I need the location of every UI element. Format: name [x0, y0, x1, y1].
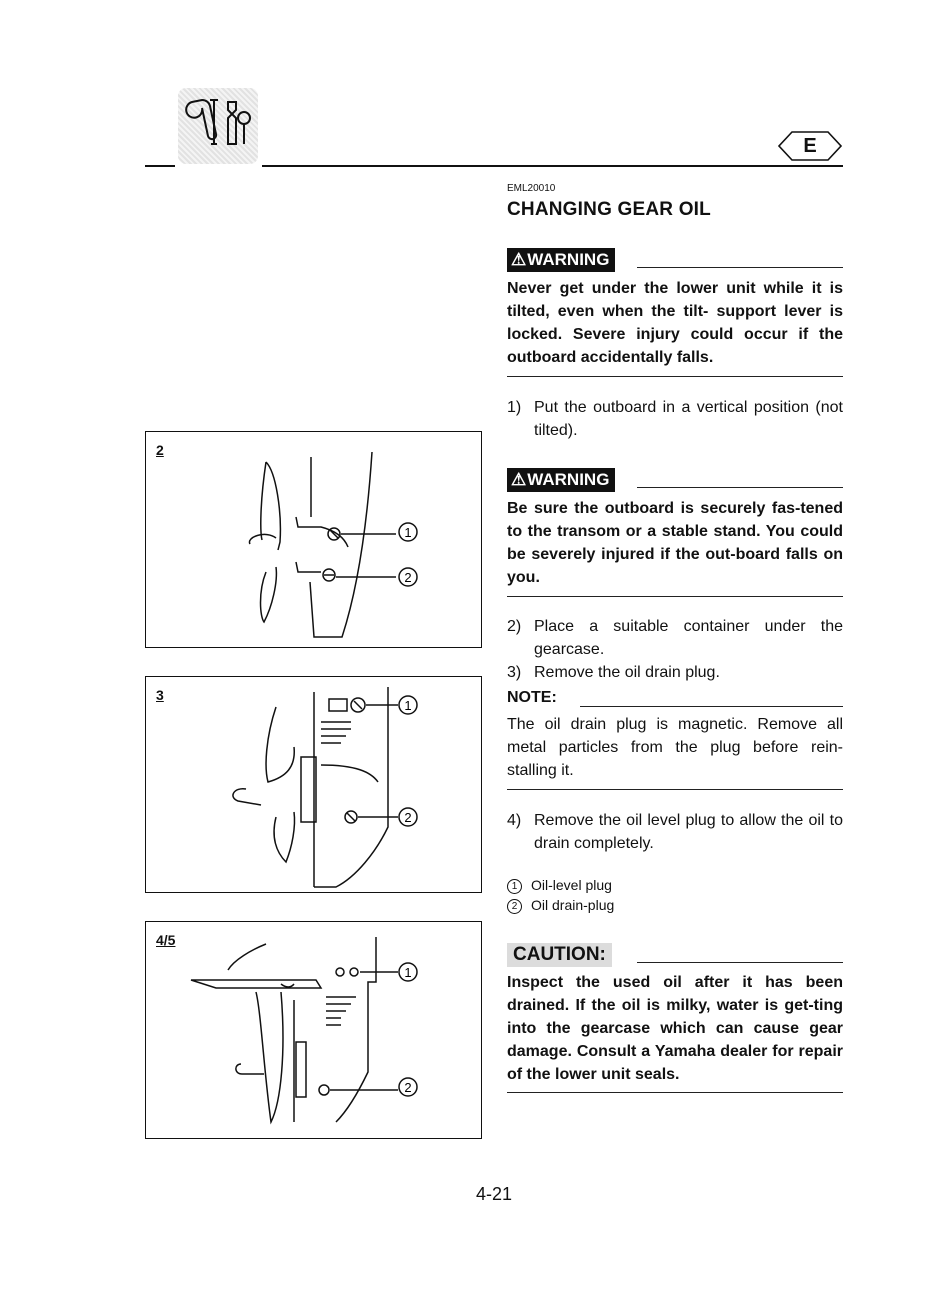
callout-2: 2 [404, 810, 412, 825]
warning-triangle-icon: ⚠ [511, 470, 527, 489]
warning-triangle-icon: ⚠ [511, 250, 527, 269]
warning-text: Be sure the outboard is securely fas-tened to the transom or a stable stand. You could be severely injured if the out-board falls on you. [507, 500, 843, 586]
figure-2 [145, 431, 482, 648]
maintenance-tools-icon [178, 88, 258, 164]
figure-3 [145, 676, 482, 893]
warning-badge: ⚠WARNING [507, 468, 615, 492]
caution-badge: CAUTION: [507, 943, 612, 967]
callout-1: 1 [404, 965, 412, 980]
figure-label: 4/5 [156, 932, 176, 948]
warning-badge: ⚠WARNING [507, 248, 615, 272]
note-text: The oil drain plug is magnetic. Remove all metal particles from the plug before rein-stalling it. [507, 716, 843, 779]
figure-label: 2 [156, 442, 164, 458]
warning-text: Never get under the lower unit while it is tilted, even when the tilt- support lever is locked. Severe injury could occur if the outboard accidentally falls. [507, 280, 843, 366]
step-1: 1) Put the outboard in a vertical position (not tilted). [507, 399, 843, 439]
step-3: 3) Remove the oil drain plug. [507, 664, 720, 681]
language-badge: E [778, 131, 842, 161]
figure-4-5 [145, 921, 482, 1139]
callout-1: 1 [404, 698, 412, 713]
page-number: 4-21 [476, 1184, 513, 1204]
step-4: 4) Remove the oil level plug to allow the oil to drain completely. [507, 812, 843, 852]
caution-text: Inspect the used oil after it has been drained. If the oil is milky, water is get-ting into the gearcase which can cause gear damage. Consult a Yamaha dealer for repair of the lower unit seals. [507, 974, 843, 1083]
callout-2: 2 [404, 1080, 412, 1095]
page-title: CHANGING GEAR OIL [507, 199, 711, 220]
section-code: EML20010 [507, 183, 556, 194]
note-label: NOTE: [507, 689, 557, 706]
legend-item: 1 Oil-level plug [507, 877, 612, 894]
step-2: 2) Place a suitable container under the gearcase. [507, 618, 843, 658]
legend-item: 2 Oil drain-plug [507, 897, 614, 914]
callout-2: 2 [404, 570, 412, 585]
callout-1: 1 [404, 525, 412, 540]
figure-label: 3 [156, 687, 164, 703]
